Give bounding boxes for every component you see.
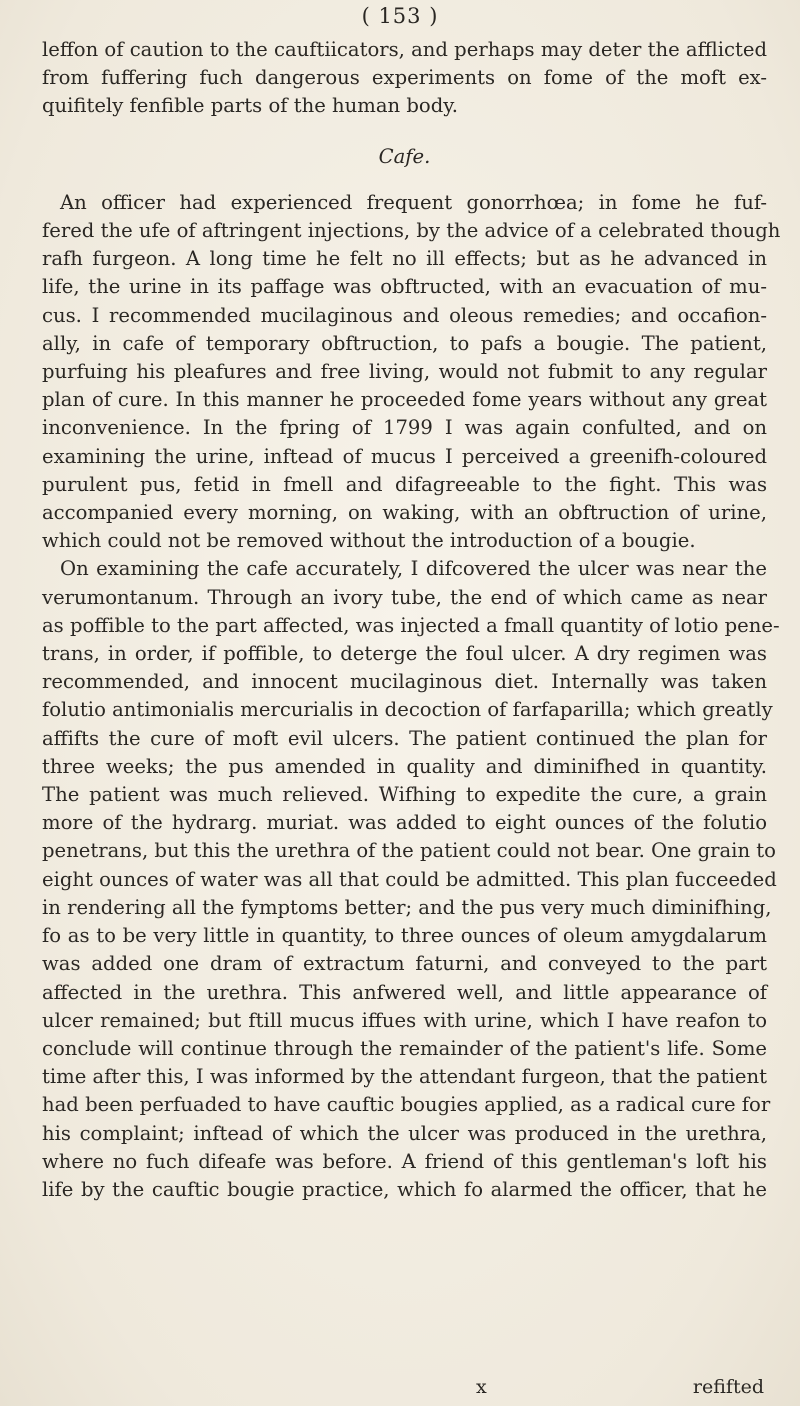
text-line: was added one dram of extractum faturni, and conveyed to the part <box>42 952 767 976</box>
page-footer <box>0 1376 800 1402</box>
text-line: trans, in order, if poffible, to deterge the foul ulcer. A dry regimen was <box>42 642 767 666</box>
text-line: accompanied every morning, on waking, with an obftruction of urine, <box>42 501 767 525</box>
text-line: conclude will continue through the remainder of the patient's life. Some <box>42 1036 767 1060</box>
text-line: examining the urine, inftead of mucus I perceived a greenifh-coloured <box>42 444 767 468</box>
text-line: fo as to be very little in quantity, to three ounces of oleum amygdalarum <box>42 924 767 948</box>
text-line: ulcer remained; but ftill mucus iffues with urine, which I have reafon to <box>42 1008 767 1032</box>
text-line: life, the urine in its paffage was obftructed, with an evacuation of mu- <box>42 275 767 299</box>
text-line: life by the cauftic bougie practice, which fo alarmed the officer, that he <box>42 1177 767 1201</box>
page-body <box>42 36 781 1204</box>
text-line: which could not be removed without the introduction of a bougie. <box>42 529 696 553</box>
text-line: folutio antimonialis mercurialis in decoction of farfaparilla; which greatly <box>42 698 773 722</box>
text-line: The patient was much relieved. Wifhing to expedite the cure, a grain <box>42 783 767 807</box>
text-line: had been perfuaded to have cauftic bougies applied, as a radical cure for <box>42 1093 771 1117</box>
text-line: fered the ufe of aftringent injections, by the advice of a celebrated though <box>42 219 781 243</box>
text-line: ally, in cafe of temporary obftruction, to pafs a bougie. The patient, <box>42 331 767 355</box>
catchword: refifted <box>692 1376 764 1398</box>
text-line: leffon of caution to the cauftiicators, and perhaps may deter the afflicted <box>42 38 768 61</box>
text-line: plan of cure. In this manner he proceeded fome years without any great <box>42 388 767 412</box>
text-line: where no fuch difeafe was before. A friend of this gentleman's loft his <box>42 1149 767 1173</box>
text-line: time after this, I was informed by the attendant furgeon, that the patient <box>42 1065 767 1089</box>
text-line: from fuffering fuch dangerous experiments on fome of the moft ex- <box>42 66 767 90</box>
text-line: purulent pus, fetid in fmell and difagreeable to the fight. This was <box>42 472 767 496</box>
text-line: three weeks; the pus amended in quality and diminifhed in quantity. <box>42 754 767 778</box>
page-number: ( 153 ) <box>361 4 439 28</box>
text-line: rafh furgeon. A long time he felt no ill effects; but as he advanced in <box>42 247 767 271</box>
text-line: quifitely fenfible parts of the human body. <box>42 94 458 118</box>
section-heading: Cafe. <box>378 144 431 168</box>
signature-mark: x <box>476 1376 487 1398</box>
text-line: more of the hydrarg. muriat. was added to eight ounces of the folutio <box>42 811 767 835</box>
text-line: An officer had experienced frequent gonorrhœa; in fome he fuf- <box>60 190 767 214</box>
text-line: On examining the cafe accurately, I difcovered the ulcer was near the <box>60 557 767 581</box>
text-line: penetrans, but this the urethra of the patient could not bear. One grain to <box>42 839 776 863</box>
text-line: eight ounces of water was all that could be admitted. This plan fucceeded <box>42 867 777 891</box>
text-line: as poffible to the part affected, was injected a fmall quantity of lotio pene- <box>42 613 780 637</box>
text-line: cus. I recommended mucilaginous and oleous remedies; and occafion- <box>42 303 767 327</box>
text-line: recommended, and innocent mucilaginous diet. Internally was taken <box>42 670 767 694</box>
text-line: affected in the urethra. This anfwered well, and little appearance of <box>42 980 767 1004</box>
text-line: his complaint; inftead of which the ulcer was produced in the urethra, <box>42 1121 767 1145</box>
text-line: verumontanum. Through an ivory tube, the end of which came as near <box>42 585 767 609</box>
text-line: affifts the cure of moft evil ulcers. The patient continued the plan for <box>42 726 767 750</box>
text-line: in rendering all the fymptoms better; and the pus very much diminifhing, <box>42 895 772 919</box>
text-line: inconvenience. In the fpring of 1799 I was again confulted, and on <box>42 416 767 440</box>
text-line: purfuing his pleafures and free living, would not fubmit to any regular <box>42 360 767 384</box>
